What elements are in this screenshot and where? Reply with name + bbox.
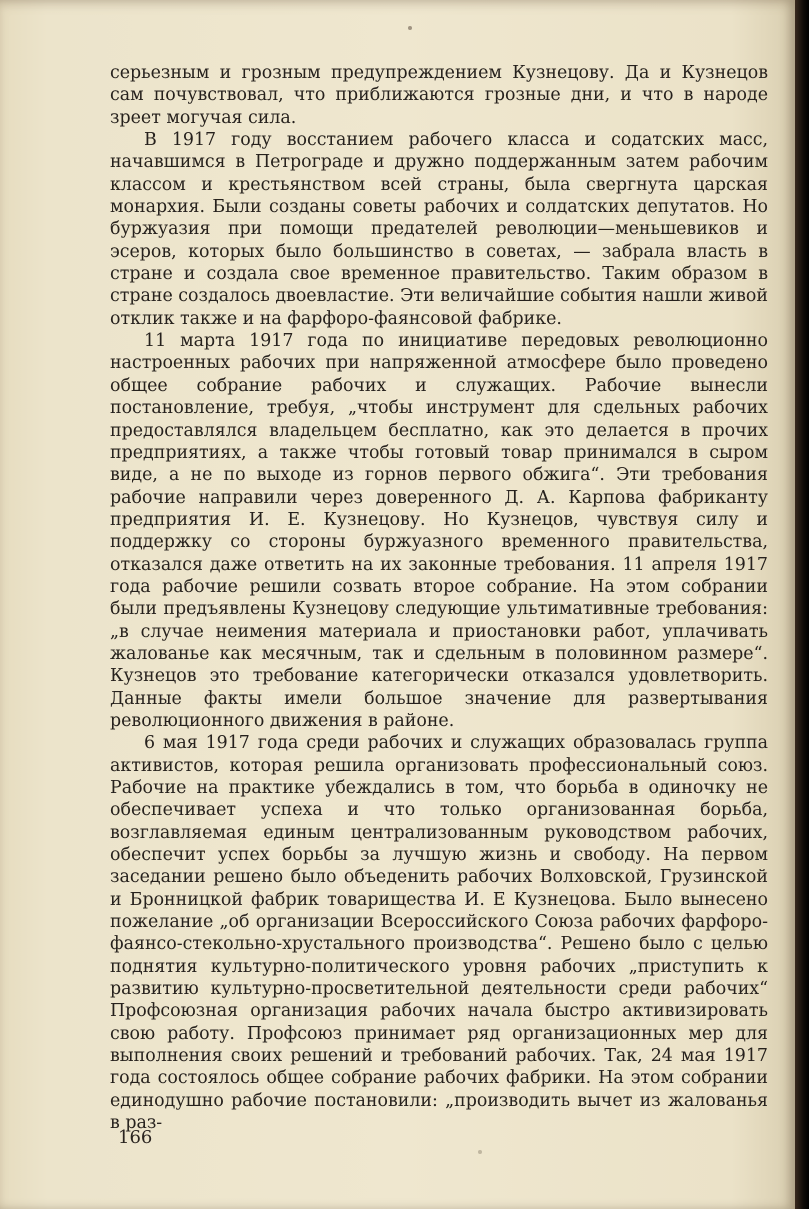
paragraph-2: В 1917 году восстанием рабочего класса и содатских масс, начавшимся в Петрограде и дружно поддержанным затем рабочим классом и крестьянством всей страны, была свергнута царская монархия. Были созданы советы рабочих и солдатских депутатов. Но буржуазия при помощи предателей революции—меньшевиков и эсеров, которых было большинство в советах, — забрала власть в стране и создала свое временное правительство. Таким образом в стране создалось двоевластие. Эти величайшие события нашли живой отклик также и на фарфоро-фаянсовой фабрике. (110, 130, 768, 329)
paragraph-4: 6 мая 1917 года среди рабочих и служащих образовалась группа активистов, которая решила организовать профессиональный союз. Рабочие на практике убеждались в том, что борьба в одиночку не обеспечивает успеха и что только организованная борьба, возглавляемая единым централизованным руководством рабочих, обеспечит успех борьбы за лучшую жизнь и свободу. На первом заседании решено было объеденить рабочих Волховской, Грузинской и Бронницкой фабрик товарищества И. Е Кузнецова. Было вынесено пожелание „об организации Всероссийского Союза рабочих фарфоро-фаянсо-стекольно-хрустального производства“. Решено было с целью поднятия культурно-политического уровня рабочих „приступить к развитию культурно-просветительной деятельности среди рабочих“ Профсоюзная организация рабочих начала быстро активизировать свою работу. Профсоюз принимает ряд организационных мер для выполнения своих решений и требований рабочих. Так, 24 мая 1917 года состоялось общее собрание рабочих фабрики. На этом собрании единодушно рабочие постановили: „производить вычет из жалованья в раз- (110, 733, 768, 1134)
body-text (110, 62, 768, 1135)
paper-speck (478, 1150, 482, 1154)
page-number: 166 (118, 1127, 153, 1148)
paragraph-3: 11 марта 1917 года по инициативе передовых революционно настроенных рабочих при напряженной атмосфере было проведено общее собрание рабочих и служащих. Рабочие вынесли постановление, требуя, „чтобы инструмент для сдельных рабочих предоставлялся владельцем бесплатно, как это делается в прочих предприятиях, а также чтобы готовый товар принимался в сыром виде, а не по выходе из горнов первого обжига“. Эти требования рабочие направили через доверенного Д. А. Карпова фабриканту предприятия И. Е. Кузнецову. Но Кузнецов, чувствуя силу и поддержку со стороны буржуазного временного правительства, отказался даже ответить на их законные требования. 11 апреля 1917 года рабочие решили созвать второе собрание. На этом собрании были предъявлены Кузнецову следующие ультимативные требования: „в случае неимения материала и приостановки работ, уплачивать жалованье как месячным, так и сдельным в половинном размере“. Кузнецов это требование категорически отказался удовлетворить. Данные факты имели большое значение для развертывания революционного движения в районе. (110, 331, 768, 731)
book-spine-edge (795, 0, 809, 1209)
paragraph-1: серьезным и грозным предупреждением Кузнецову. Да и Кузнецов сам почувствовал, что приближаются грозные дни, и что в народе зреет могучая сила. (110, 63, 768, 128)
paper-speck (408, 26, 412, 30)
